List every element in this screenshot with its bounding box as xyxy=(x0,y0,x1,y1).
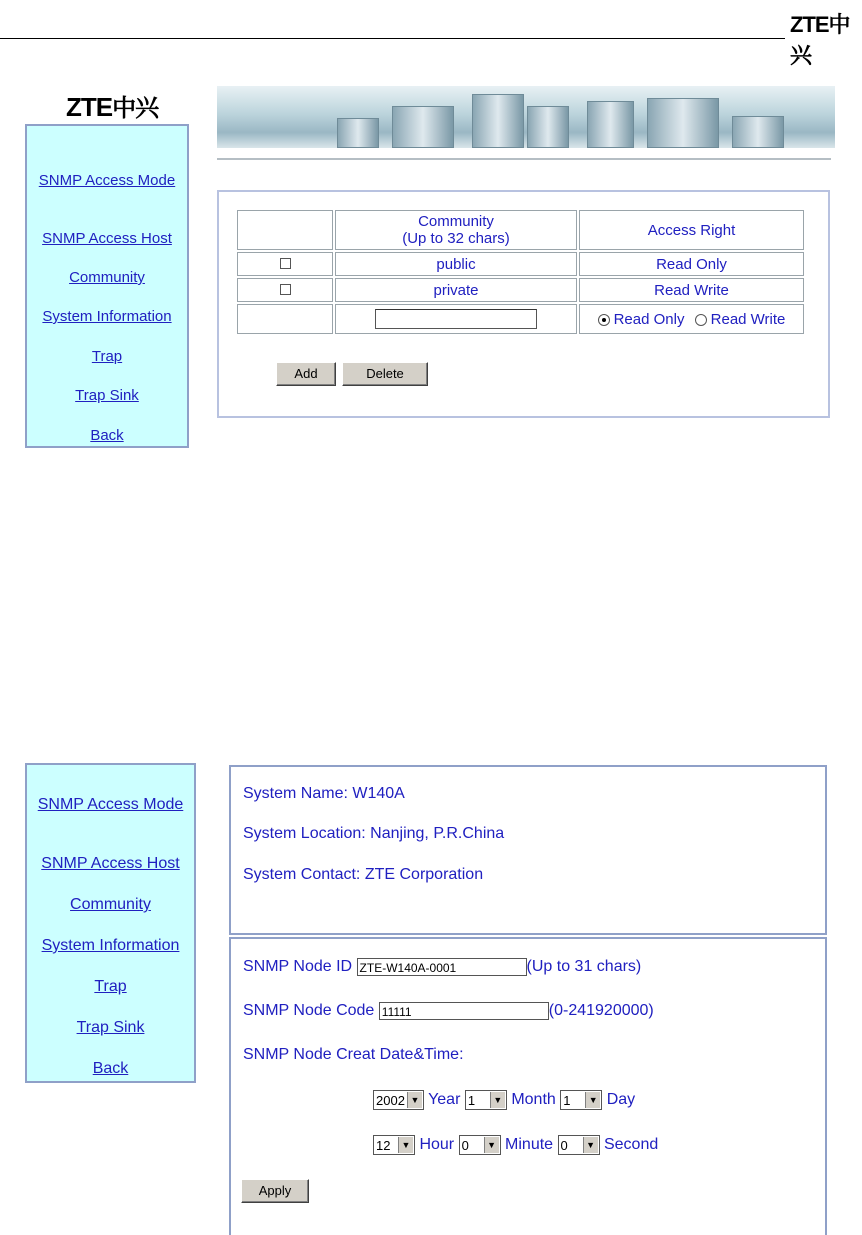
snmp-node-panel xyxy=(229,937,827,1235)
minute-select[interactable] xyxy=(459,1135,501,1155)
table-header-community xyxy=(335,210,577,250)
sidebar-item-system-information[interactable]: System Information xyxy=(42,308,172,325)
select-checkbox[interactable] xyxy=(280,258,291,269)
sidebar-nav xyxy=(25,763,196,1083)
node-id-input[interactable]: ZTE-W140A-0001 xyxy=(357,958,527,976)
year-select[interactable] xyxy=(373,1090,424,1110)
new-community-input[interactable] xyxy=(375,309,537,329)
delete-button[interactable]: Delete xyxy=(342,362,428,386)
table-header-select xyxy=(237,210,333,250)
read-write-radio[interactable] xyxy=(695,314,707,326)
zte-logo-latin: ZTE xyxy=(66,92,113,122)
dropdown-arrow-icon: ▼ xyxy=(585,1092,600,1108)
dropdown-arrow-icon: ▼ xyxy=(583,1137,598,1153)
sidebar-item-snmp-access-host[interactable]: SNMP Access Host xyxy=(42,230,172,247)
row-access-right: Read Write xyxy=(579,278,804,302)
new-row-empty-cell xyxy=(237,304,333,334)
apply-button[interactable]: Apply xyxy=(241,1179,309,1203)
sidebar-item-trap[interactable]: Trap xyxy=(94,978,127,995)
node-id-hint: (Up to 31 chars) xyxy=(526,958,642,976)
dropdown-arrow-icon: ▼ xyxy=(490,1092,505,1108)
zte-logo xyxy=(66,88,158,123)
banner-divider xyxy=(217,158,831,160)
sidebar-item-back[interactable]: Back xyxy=(90,427,124,444)
row-select-cell xyxy=(237,252,333,276)
select-checkbox[interactable] xyxy=(280,284,291,295)
hour-select-value: 12 xyxy=(376,1137,391,1153)
read-only-radio-label: Read Only xyxy=(613,310,685,328)
hour-label: Hour xyxy=(419,1136,455,1154)
second-label: Second xyxy=(603,1136,659,1154)
month-select-value: 1 xyxy=(467,1092,476,1108)
month-label: Month xyxy=(511,1091,556,1109)
header-banner-image xyxy=(217,86,835,148)
dropdown-arrow-icon: ▼ xyxy=(484,1137,499,1153)
system-location: System Location: Nanjing, P.R.China xyxy=(243,825,505,842)
day-label: Day xyxy=(606,1091,636,1109)
new-community-row xyxy=(237,304,804,334)
header-zte-logo: ZTE中兴 xyxy=(790,12,850,68)
banner-building xyxy=(337,118,379,148)
table-row xyxy=(237,278,804,302)
node-code-hint: (0-241920000) xyxy=(548,1002,654,1020)
hour-select[interactable] xyxy=(373,1135,415,1155)
sidebar-item-trap-sink[interactable]: Trap Sink xyxy=(75,387,139,404)
node-id-label: SNMP Node ID xyxy=(243,958,353,976)
sidebar-item-back[interactable]: Back xyxy=(92,1060,129,1077)
minute-label: Minute xyxy=(505,1136,554,1154)
second-select-value: 0 xyxy=(560,1137,568,1153)
dropdown-arrow-icon: ▼ xyxy=(407,1092,422,1108)
read-only-radio[interactable] xyxy=(598,314,610,326)
creat-date-label: SNMP Node Creat Date&Time: xyxy=(243,1046,464,1063)
sidebar-item-trap[interactable]: Trap xyxy=(91,348,123,365)
community-table xyxy=(235,208,806,336)
sidebar-item-community[interactable]: Community xyxy=(69,269,145,286)
header-community-label: Community xyxy=(418,213,494,230)
sidebar-item-snmp-access-mode[interactable]: SNMP Access Mode xyxy=(37,796,184,813)
sidebar-item-snmp-access-mode[interactable]: SNMP Access Mode xyxy=(38,172,176,189)
sidebar-item-community[interactable]: Community xyxy=(70,896,151,913)
banner-building xyxy=(647,98,719,148)
sidebar-item-system-information[interactable]: System Information xyxy=(41,937,180,954)
header-community-note: (Up to 32 chars) xyxy=(402,230,510,247)
time-row xyxy=(373,1135,658,1155)
add-button[interactable]: Add xyxy=(276,362,336,386)
day-select[interactable] xyxy=(560,1090,602,1110)
header-rule xyxy=(0,38,785,39)
banner-building xyxy=(527,106,569,148)
month-select[interactable] xyxy=(465,1090,507,1110)
new-row-access-cell xyxy=(579,304,804,334)
date-row xyxy=(373,1090,635,1110)
sidebar-nav xyxy=(25,124,189,448)
row-access-right: Read Only xyxy=(579,252,804,276)
minute-select-value: 0 xyxy=(461,1137,469,1153)
zte-logo-cn: 中兴 xyxy=(112,95,159,122)
dropdown-arrow-icon: ▼ xyxy=(398,1137,413,1153)
read-write-radio-label: Read Write xyxy=(710,310,786,328)
node-code-row xyxy=(243,1002,654,1020)
system-contact: System Contact: ZTE Corporation xyxy=(243,866,484,883)
table-header-access-right: Access Right xyxy=(579,210,804,250)
table-header-row xyxy=(237,210,804,250)
banner-building xyxy=(472,94,524,148)
community-panel xyxy=(217,190,830,418)
row-community: public xyxy=(335,252,577,276)
node-code-input[interactable]: 11111 xyxy=(379,1002,549,1020)
banner-building xyxy=(732,116,784,148)
node-id-row xyxy=(243,958,641,976)
table-row xyxy=(237,252,804,276)
node-code-label: SNMP Node Code xyxy=(243,1002,375,1020)
banner-building xyxy=(392,106,454,148)
second-select[interactable] xyxy=(558,1135,600,1155)
system-info-panel xyxy=(229,765,827,935)
banner-building xyxy=(587,101,634,148)
row-select-cell xyxy=(237,278,333,302)
system-name: System Name: W140A xyxy=(243,785,405,802)
row-community: private xyxy=(335,278,577,302)
sidebar-item-snmp-access-host[interactable]: SNMP Access Host xyxy=(41,855,180,872)
sidebar-item-trap-sink[interactable]: Trap Sink xyxy=(76,1019,145,1036)
year-label: Year xyxy=(428,1091,461,1109)
new-row-community-cell xyxy=(335,304,577,334)
day-select-value: 1 xyxy=(563,1092,571,1108)
year-select-value: 2002 xyxy=(376,1092,405,1108)
